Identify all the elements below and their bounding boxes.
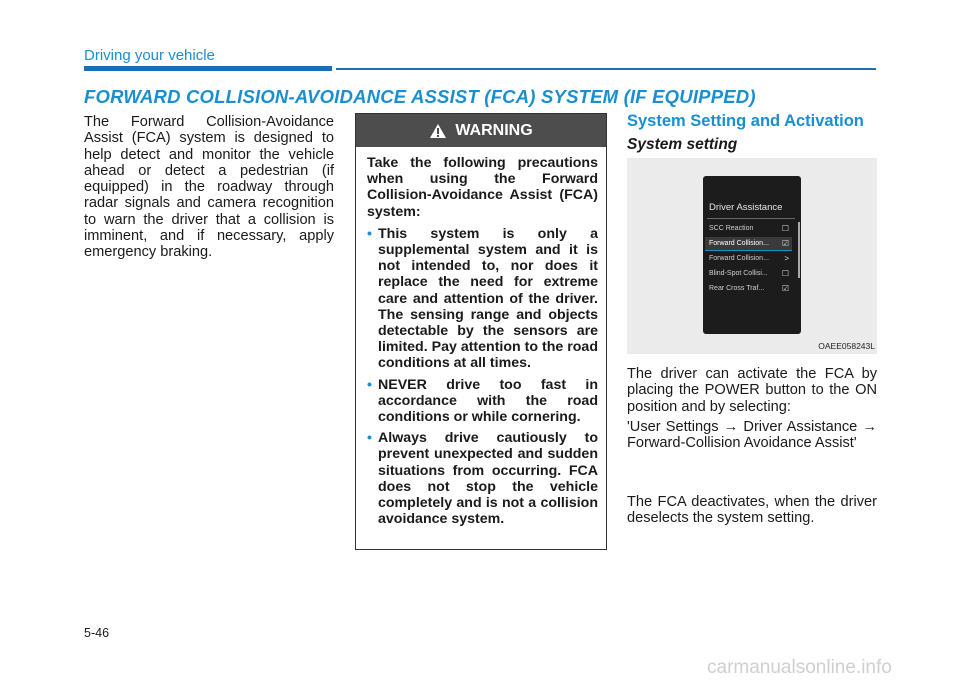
warning-list bbox=[367, 226, 598, 528]
warning-triangle-icon bbox=[429, 123, 447, 139]
warning-intro: Take the following precautions when using the Forward Collision-Avoidance Assist (FCA) system: bbox=[367, 155, 598, 220]
page-number: 5-46 bbox=[84, 626, 110, 640]
menu-item[interactable] bbox=[705, 282, 792, 296]
menu-item[interactable] bbox=[705, 267, 792, 281]
bullet-icon: • bbox=[367, 430, 372, 447]
warning-header bbox=[356, 114, 606, 147]
warning-item-text: NEVER drive too fast in accordance with the road conditions or while cornering. bbox=[378, 376, 598, 426]
section-rule-thick bbox=[84, 66, 332, 71]
warning-body bbox=[356, 147, 606, 527]
checkbox-icon: ☐ bbox=[781, 224, 789, 233]
menu-item-label: Forward Collision... bbox=[709, 240, 769, 247]
bullet-icon: • bbox=[367, 376, 372, 393]
warning-item-text: This system is only a supplemental system and it is not intended to, nor does it replace the need for extreme care and attention of the driver. The sensing range and objects detectable by the sensors are limited. Pay attention to the road conditions at all times. bbox=[378, 225, 598, 372]
screen-title: Driver Assistance bbox=[709, 202, 783, 213]
display-screen bbox=[703, 176, 801, 334]
bullet-icon: • bbox=[367, 225, 372, 242]
watermark: carmanualsonline.info bbox=[707, 657, 892, 678]
figure-code: OAEE058243L bbox=[818, 341, 875, 351]
menu-item[interactable] bbox=[705, 222, 792, 236]
page-heading: FORWARD COLLISION-AVOIDANCE ASSIST (FCA) SYSTEM (IF EQUIPPED) bbox=[84, 86, 756, 107]
warning-item bbox=[367, 226, 598, 372]
menu-item-label: SCC Reaction bbox=[709, 225, 754, 232]
checkbox-checked-icon: ☑ bbox=[781, 239, 789, 248]
warning-item bbox=[367, 377, 598, 426]
scrollbar[interactable] bbox=[798, 222, 800, 278]
menu-path-paragraph: 'User Settings → Driver Assistance → Forward-Collision Avoidance Assist' bbox=[627, 419, 877, 452]
activation-paragraph: The driver can activate the FCA by placing the POWER button to the ON position and by selecting: bbox=[627, 366, 877, 415]
menu-item[interactable] bbox=[705, 252, 792, 266]
menu-item[interactable] bbox=[705, 237, 792, 251]
menu-item-label: Rear Cross Traf... bbox=[709, 285, 765, 292]
menu-item-label: Blind-Spot Collisi... bbox=[709, 270, 768, 277]
warning-box bbox=[355, 113, 607, 550]
system-subheading: System setting bbox=[627, 136, 738, 153]
chevron-right-icon: > bbox=[784, 254, 789, 263]
section-title: Driving your vehicle bbox=[84, 47, 215, 64]
deactivation-paragraph: The FCA deactivates, when the driver deselects the system setting. bbox=[627, 494, 877, 527]
checkbox-icon: ☐ bbox=[781, 269, 789, 278]
screen-separator bbox=[707, 218, 795, 219]
section-rule-thin bbox=[336, 68, 876, 70]
checkbox-checked-icon: ☑ bbox=[781, 284, 789, 293]
intro-paragraph: The Forward Collision-Avoidance Assist (FCA) system is designed to help detect and monitor the vehicle ahead or detect a pedestrian (if equipped) in the roadway through radar signals and camera recognition to warn the driver that a collision is imminent, and if necessary, apply emergency braking. bbox=[84, 114, 334, 261]
warning-item-text: Always drive cautiously to prevent unexpected and sudden situations from occurring. FCA does not stop the vehicle completely and is not a collision avoidance system. bbox=[378, 430, 598, 528]
settings-figure bbox=[627, 158, 877, 354]
warning-item bbox=[367, 430, 598, 527]
menu-item-label: Forward Collision... bbox=[709, 255, 769, 262]
warning-title: WARNING bbox=[455, 121, 533, 139]
system-heading: System Setting and Activation bbox=[627, 112, 864, 130]
